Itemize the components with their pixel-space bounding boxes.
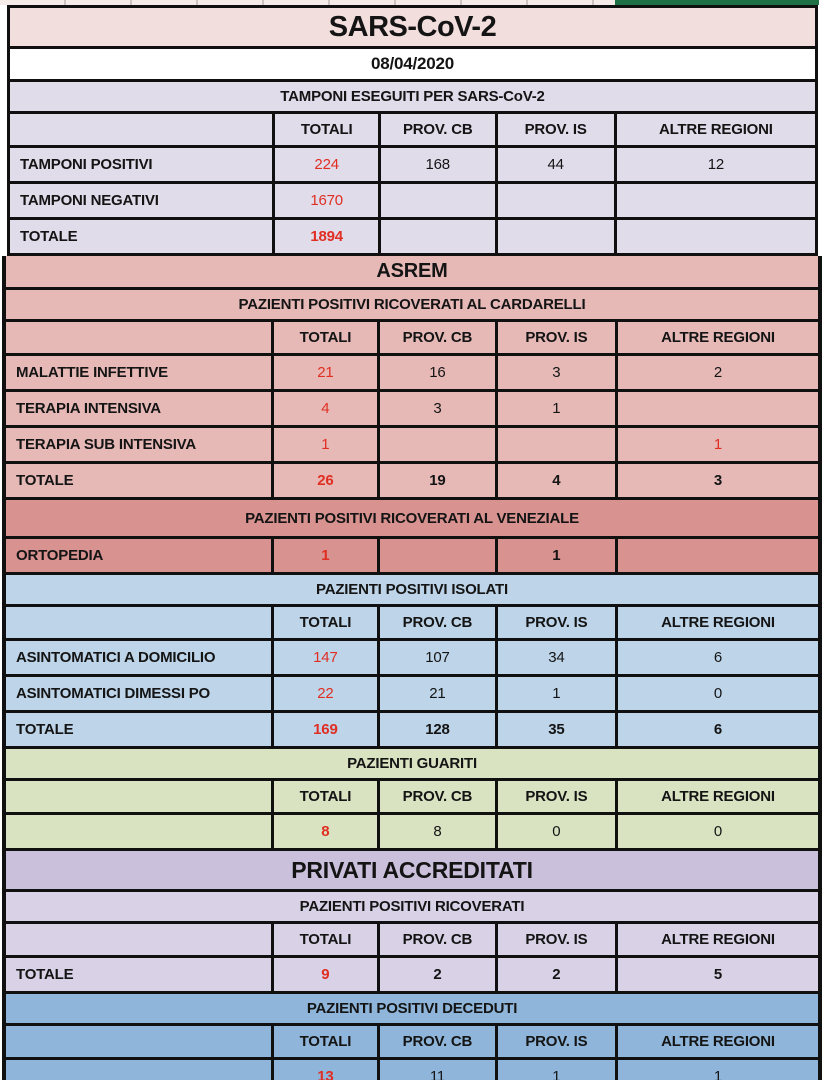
row-label: TAMPONI NEGATIVI xyxy=(20,192,159,209)
cell-totali: 26 xyxy=(271,464,377,497)
header-spacer xyxy=(6,924,271,955)
cell-prov-is: 3 xyxy=(495,356,615,389)
row-label: ASINTOMATICI A DOMICILIO xyxy=(16,649,216,666)
table-row xyxy=(6,674,818,710)
cell-totali: 1670 xyxy=(272,184,377,217)
cell-totali: 8 xyxy=(271,815,377,848)
cell-prov-cb: 107 xyxy=(377,641,495,674)
table-row xyxy=(10,145,815,181)
row-label: TOTALE xyxy=(16,721,74,738)
table-row xyxy=(6,425,818,461)
cell-totali: 9 xyxy=(271,958,377,991)
table-row xyxy=(6,461,818,497)
column-header-prov-is: PROV. IS xyxy=(495,1026,615,1057)
page-title: SARS-CoV-2 xyxy=(10,8,815,46)
column-header-totali: TOTALI xyxy=(271,924,377,955)
cell-prov-cb xyxy=(378,184,495,217)
section-title-isolati: PAZIENTI POSITIVI ISOLATI xyxy=(6,572,818,604)
asrem-banner: ASREM xyxy=(6,256,818,287)
cell-prov-cb: 21 xyxy=(377,677,495,710)
cell-prov-is: 0 xyxy=(495,815,615,848)
cell-prov-is: 35 xyxy=(495,713,615,746)
column-header-prov-cb: PROV. CB xyxy=(377,607,495,638)
cell-altre-regioni: 3 xyxy=(615,464,818,497)
column-header-row xyxy=(6,319,818,353)
column-header-prov-cb: PROV. CB xyxy=(377,1026,495,1057)
column-header-prov-is: PROV. IS xyxy=(495,607,615,638)
row-label: TAMPONI POSITIVI xyxy=(20,156,153,173)
cell-altre-regioni: 6 xyxy=(615,641,818,674)
column-header-altre-regioni: ALTRE REGIONI xyxy=(615,781,818,812)
table-row xyxy=(6,710,818,746)
row-label: TOTALE xyxy=(16,472,74,489)
section-title-deceduti: PAZIENTI POSITIVI DECEDUTI xyxy=(6,991,818,1023)
column-header-totali: TOTALI xyxy=(271,1026,377,1057)
section-title-ricoverati-privati: PAZIENTI POSITIVI RICOVERATI xyxy=(6,889,818,921)
cell-altre-regioni xyxy=(614,184,815,217)
cell-prov-is: 34 xyxy=(495,641,615,674)
cell-prov-cb xyxy=(377,428,495,461)
table-row xyxy=(6,955,818,991)
cell-totali: 147 xyxy=(271,641,377,674)
cell-totali: 13 xyxy=(271,1060,377,1080)
cell-prov-is xyxy=(495,220,614,253)
section-title-guariti: PAZIENTI GUARITI xyxy=(6,746,818,778)
main-table-lower xyxy=(2,256,822,1080)
cell-totali: 1 xyxy=(271,539,377,572)
column-header-altre-regioni: ALTRE REGIONI xyxy=(615,924,818,955)
cell-totali: 1 xyxy=(271,428,377,461)
column-header-row xyxy=(6,1023,818,1057)
cell-prov-is: 44 xyxy=(495,148,614,181)
cell-altre-regioni: 5 xyxy=(615,958,818,991)
section-title-veneziale: PAZIENTI POSITIVI RICOVERATI AL VENEZIALE xyxy=(6,497,818,536)
column-header-row xyxy=(10,111,815,145)
row-label xyxy=(6,815,271,848)
column-header-altre-regioni: ALTRE REGIONI xyxy=(615,607,818,638)
cell-totali: 22 xyxy=(271,677,377,710)
cell-altre-regioni xyxy=(615,392,818,425)
cell-prov-cb: 11 xyxy=(377,1060,495,1080)
table-row xyxy=(6,638,818,674)
cell-prov-cb xyxy=(378,220,495,253)
column-header-altre-regioni: ALTRE REGIONI xyxy=(615,322,818,353)
table-row xyxy=(6,536,818,572)
cell-totali: 169 xyxy=(271,713,377,746)
header-spacer xyxy=(6,607,271,638)
header-spacer xyxy=(10,114,272,145)
table-row xyxy=(6,1057,818,1080)
column-header-prov-cb: PROV. CB xyxy=(377,924,495,955)
column-header-totali: TOTALI xyxy=(271,322,377,353)
cell-prov-cb: 16 xyxy=(377,356,495,389)
header-spacer xyxy=(6,322,271,353)
cell-prov-is: 1 xyxy=(495,677,615,710)
sheet-strip-margin xyxy=(819,0,824,5)
report-date: 08/04/2020 xyxy=(10,46,815,79)
section-title-cardarelli: PAZIENTI POSITIVI RICOVERATI AL CARDARELLI xyxy=(6,287,818,319)
cell-prov-is: 1 xyxy=(495,539,615,572)
column-header-totali: TOTALI xyxy=(271,607,377,638)
column-header-totali: TOTALI xyxy=(271,781,377,812)
column-header-prov-cb: PROV. CB xyxy=(377,781,495,812)
cell-totali: 21 xyxy=(271,356,377,389)
cell-altre-regioni: 1 xyxy=(615,1060,818,1080)
privati-accreditati-banner: PRIVATI ACCREDITATI xyxy=(6,848,818,889)
column-header-prov-is: PROV. IS xyxy=(495,322,615,353)
cell-totali: 224 xyxy=(272,148,377,181)
cell-prov-is xyxy=(495,428,615,461)
column-header-prov-is: PROV. IS xyxy=(495,781,615,812)
cell-altre-regioni xyxy=(615,539,818,572)
cell-totali: 1894 xyxy=(272,220,377,253)
table-row xyxy=(10,181,815,217)
cell-prov-is: 1 xyxy=(495,1060,615,1080)
row-label: TERAPIA SUB INTENSIVA xyxy=(16,436,196,453)
sheet-green-strip xyxy=(615,0,819,5)
header-spacer xyxy=(6,781,271,812)
table-row xyxy=(6,812,818,848)
cell-altre-regioni: 2 xyxy=(615,356,818,389)
cell-altre-regioni: 6 xyxy=(615,713,818,746)
column-header-row xyxy=(6,778,818,812)
cell-prov-cb: 2 xyxy=(377,958,495,991)
cell-prov-cb xyxy=(377,539,495,572)
cell-altre-regioni: 12 xyxy=(614,148,815,181)
column-header-prov-is: PROV. IS xyxy=(495,924,615,955)
row-label: TOTALE xyxy=(16,966,74,983)
row-label: MALATTIE INFETTIVE xyxy=(16,364,168,381)
cell-totali: 4 xyxy=(271,392,377,425)
column-header-totali: TOTALI xyxy=(272,114,377,145)
row-label: ORTOPEDIA xyxy=(16,547,104,564)
cell-prov-cb: 19 xyxy=(377,464,495,497)
column-header-row xyxy=(6,604,818,638)
row-label xyxy=(6,1060,271,1080)
cell-prov-cb: 168 xyxy=(378,148,495,181)
cell-prov-is: 2 xyxy=(495,958,615,991)
cell-prov-cb: 128 xyxy=(377,713,495,746)
column-header-prov-is: PROV. IS xyxy=(495,114,614,145)
table-row xyxy=(6,389,818,425)
row-label: ASINTOMATICI DIMESSI PO xyxy=(16,685,211,702)
row-label: TERAPIA INTENSIVA xyxy=(16,400,161,417)
cell-prov-is: 1 xyxy=(495,392,615,425)
column-header-altre-regioni: ALTRE REGIONI xyxy=(615,1026,818,1057)
column-header-altre-regioni: ALTRE REGIONI xyxy=(614,114,815,145)
section-title-tamponi: TAMPONI ESEGUITI PER SARS-CoV-2 xyxy=(10,79,815,111)
column-header-prov-cb: PROV. CB xyxy=(377,322,495,353)
row-label: TOTALE xyxy=(20,228,78,245)
header-spacer xyxy=(6,1026,271,1057)
cell-altre-regioni: 1 xyxy=(615,428,818,461)
main-table-upper xyxy=(7,5,818,256)
cell-prov-is xyxy=(495,184,614,217)
cell-altre-regioni: 0 xyxy=(615,677,818,710)
cell-prov-cb: 8 xyxy=(377,815,495,848)
column-header-row xyxy=(6,921,818,955)
cell-altre-regioni xyxy=(614,220,815,253)
table-row xyxy=(6,353,818,389)
cell-prov-cb: 3 xyxy=(377,392,495,425)
sheet-top-strip xyxy=(0,0,824,5)
column-header-prov-cb: PROV. CB xyxy=(378,114,495,145)
table-row xyxy=(10,217,815,253)
cell-altre-regioni: 0 xyxy=(615,815,818,848)
cell-prov-is: 4 xyxy=(495,464,615,497)
